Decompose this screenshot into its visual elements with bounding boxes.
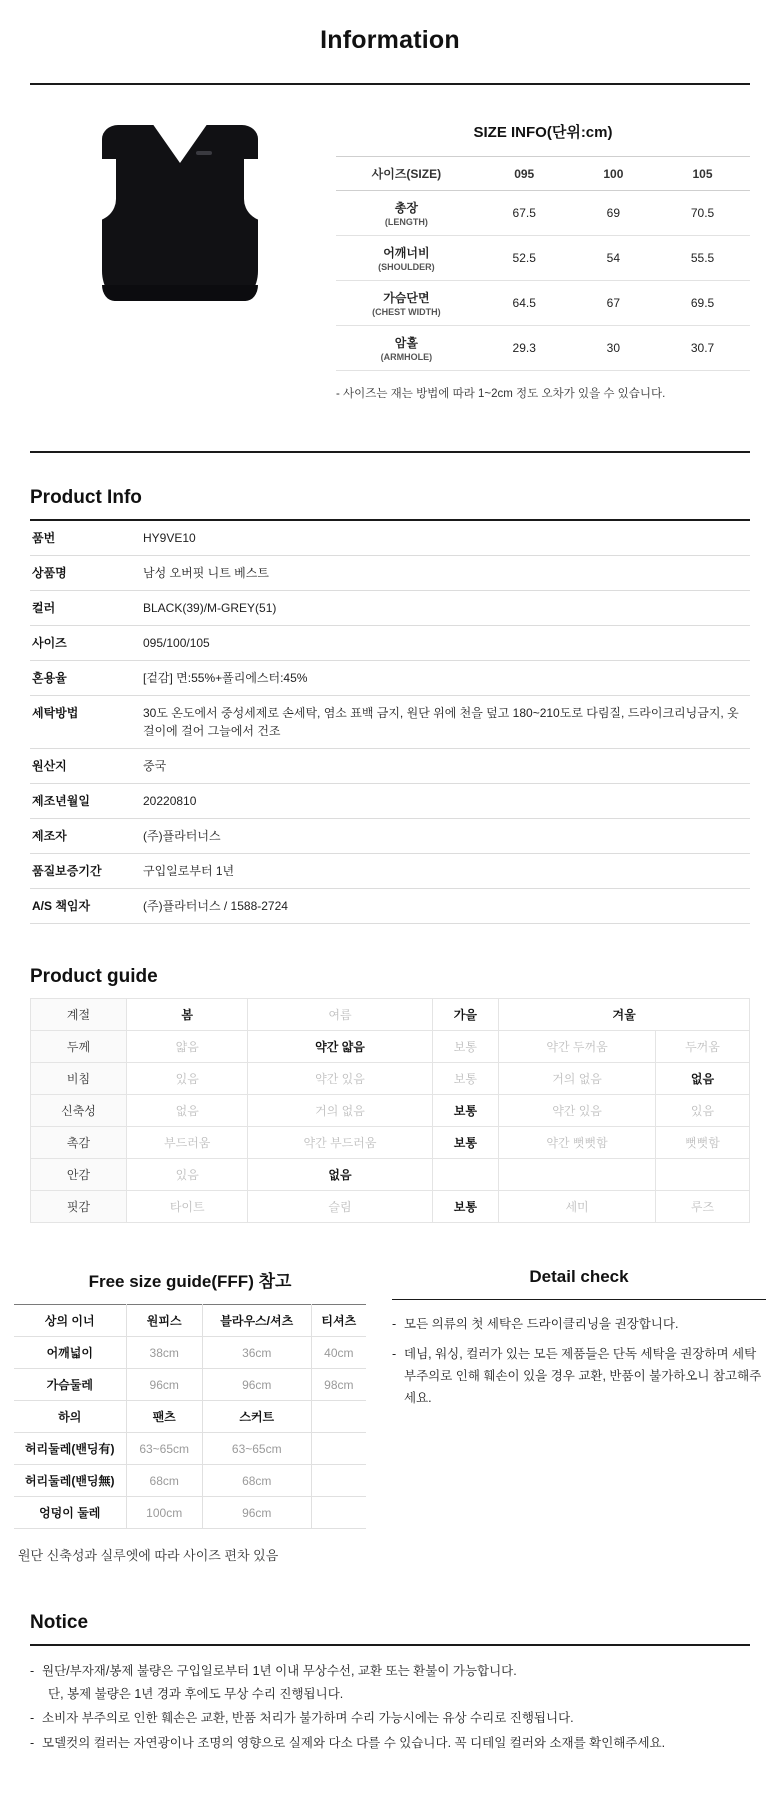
dash-icon: - — [30, 1711, 35, 1725]
guide-option: 약간 부드러움 — [248, 1127, 432, 1159]
guide-option: 얇음 — [127, 1031, 248, 1063]
table-row — [30, 661, 750, 696]
table-row — [31, 1191, 750, 1223]
guide-option: 거의 없음 — [248, 1095, 432, 1127]
fsize-cell: 36cm — [202, 1337, 311, 1369]
guide-option: 약간 두꺼움 — [499, 1031, 656, 1063]
size-cell: 54 — [572, 236, 655, 281]
free-size-guide-title: Free size guide(FFF) 참고 — [88, 1272, 292, 1291]
guide-option: 뻣뻣함 — [655, 1127, 749, 1159]
guide-option: 두꺼움 — [655, 1031, 749, 1063]
notice-title: Notice — [30, 1612, 89, 1633]
table-row — [14, 1465, 366, 1497]
table-row — [336, 281, 750, 326]
fsize-cell: 96cm — [202, 1369, 311, 1401]
detail-check-list — [392, 1314, 766, 1410]
fsize-cell: 96cm — [202, 1497, 311, 1529]
free-size-guide-table — [14, 1304, 366, 1529]
size-row-label-text: 총장 — [394, 201, 418, 215]
fsize-cell: 68cm — [126, 1465, 202, 1497]
detail-item-text: 데님, 워싱, 컬러가 있는 모든 제품들은 단독 세탁을 권장하며 세탁 부주의로 인해 훼손이 있을 경우 교환, 반품이 불가하오니 참고해주세요. — [404, 1346, 762, 1405]
free-size-guide-section — [14, 1267, 366, 1564]
pinfo-label: 사이즈 — [30, 626, 135, 661]
pinfo-label: A/S 책임자 — [30, 889, 135, 924]
table-row — [30, 556, 750, 591]
size-note: - 사이즈는 재는 방법에 따라 1~2cm 정도 오차가 있을 수 있습니다. — [336, 388, 666, 400]
table-row — [30, 696, 750, 749]
guide-option: 없음 — [655, 1063, 749, 1095]
notice-divider — [30, 1644, 750, 1646]
fsize-cell: 98cm — [311, 1369, 366, 1401]
guide-option: 있음 — [655, 1095, 749, 1127]
fsize-empty — [311, 1465, 366, 1497]
size-col-1: 095 — [477, 157, 572, 191]
size-cell: 55.5 — [655, 236, 750, 281]
table-row — [30, 784, 750, 819]
size-row-label — [336, 326, 477, 371]
size-cell: 29.3 — [477, 326, 572, 371]
size-cell: 69.5 — [655, 281, 750, 326]
fsize-cell: 63~65cm — [202, 1433, 311, 1465]
size-row-label-sub: (LENGTH) — [384, 217, 428, 227]
guide-spacer — [499, 1159, 656, 1191]
guide-option: 타이트 — [127, 1191, 248, 1223]
size-cell: 30.7 — [655, 326, 750, 371]
table-row — [336, 236, 750, 281]
guide-option: 봄 — [127, 999, 248, 1031]
table-row — [31, 1095, 750, 1127]
guide-option: 있음 — [127, 1063, 248, 1095]
guide-label: 안감 — [31, 1159, 127, 1191]
size-section-divider — [30, 451, 750, 453]
pinfo-label: 상품명 — [30, 556, 135, 591]
notice-section — [0, 1612, 780, 1796]
dash-icon: - — [392, 1317, 397, 1331]
size-row-label-text: 가슴단면 — [383, 291, 430, 305]
page-title: Information — [320, 26, 460, 54]
fsize-cell: 68cm — [202, 1465, 311, 1497]
notice-item-text: 원단/부자재/봉제 불량은 구입일로부터 1년 이내 무상수선, 교환 또는 환불이 가능합니다. — [42, 1664, 517, 1678]
guide-option: 보통 — [432, 1031, 499, 1063]
size-row-label-sub: (ARMHOLE) — [380, 352, 433, 362]
table-row — [14, 1497, 366, 1529]
guide-option: 거의 없음 — [499, 1063, 656, 1095]
table-row — [31, 1063, 750, 1095]
pinfo-value: BLACK(39)/M-GREY(51) — [135, 591, 750, 626]
pinfo-label: 품번 — [30, 520, 135, 556]
pinfo-value: (주)플라터너스 / 1588-2724 — [135, 889, 750, 924]
size-row-label-sub: (SHOULDER) — [378, 262, 435, 272]
size-row-label-text: 어깨너비 — [383, 246, 430, 260]
table-row — [14, 1305, 366, 1337]
fsize-empty — [311, 1433, 366, 1465]
table-row — [31, 1031, 750, 1063]
size-row-label-sub: (CHEST WIDTH) — [372, 307, 441, 317]
size-cell: 52.5 — [477, 236, 572, 281]
fsize-header: 하의 — [14, 1401, 126, 1433]
product-info-title: Product Info — [30, 487, 142, 508]
pinfo-label: 컬러 — [30, 591, 135, 626]
table-row — [30, 889, 750, 924]
pinfo-value: 구입일로부터 1년 — [135, 854, 750, 889]
size-row-label-text: 암홀 — [394, 336, 418, 350]
size-info-table — [336, 156, 750, 371]
fsize-header: 원피스 — [126, 1305, 202, 1337]
size-cell: 69 — [572, 191, 655, 236]
size-col-2: 100 — [572, 157, 655, 191]
guide-option: 세미 — [499, 1191, 656, 1223]
table-row — [30, 854, 750, 889]
detail-item-text: 모든 의류의 첫 세탁은 드라이클리닝을 권장합니다. — [404, 1317, 679, 1331]
notice-item-text: 모델컷의 컬러는 자연광이나 조명의 영향으로 실제와 다소 다를 수 있습니다. 꼭 디테일 컬러와 소재를 확인해주세요. — [42, 1735, 666, 1750]
size-row-label — [336, 191, 477, 236]
fsize-header: 팬츠 — [126, 1401, 202, 1433]
size-cell: 67 — [572, 281, 655, 326]
pinfo-value: 095/100/105 — [135, 626, 750, 661]
table-row — [14, 1369, 366, 1401]
pinfo-value: 30도 온도에서 중성세제로 손세탁, 염소 표백 금지, 원단 위에 천을 덮고 180~210도로 다림질, 드라이크리닝금지, 옷걸이에 걸어 그늘에서 건조 — [135, 696, 750, 749]
pinfo-label: 원산지 — [30, 749, 135, 784]
pinfo-value: HY9VE10 — [135, 520, 750, 556]
size-section — [0, 85, 780, 401]
table-row — [31, 1159, 750, 1191]
size-cell: 30 — [572, 326, 655, 371]
table-row — [14, 1337, 366, 1369]
fsize-row-label: 허리둘레(밴딩有) — [14, 1433, 126, 1465]
pinfo-label: 제조자 — [30, 819, 135, 854]
table-row — [30, 626, 750, 661]
table-row — [31, 1127, 750, 1159]
guide-label: 신축성 — [31, 1095, 127, 1127]
fsize-cell: 63~65cm — [126, 1433, 202, 1465]
dash-icon: - — [30, 1664, 35, 1678]
guide-option: 루즈 — [655, 1191, 749, 1223]
fsize-row-label: 엉덩이 둘레 — [14, 1497, 126, 1529]
guide-option: 부드러움 — [127, 1127, 248, 1159]
list-item — [392, 1344, 766, 1410]
size-col-0: 사이즈(SIZE) — [336, 157, 477, 191]
pinfo-value: [겉감] 면:55%+폴리에스터:45% — [135, 661, 750, 696]
free-size-note: 원단 신축성과 실루엣에 따라 사이즈 편차 있음 — [18, 1548, 279, 1563]
guide-option: 있음 — [127, 1159, 248, 1191]
detail-check-section — [384, 1267, 766, 1564]
guide-option: 여름 — [248, 999, 432, 1031]
fsize-cell: 38cm — [126, 1337, 202, 1369]
notice-item-subtext: 단, 봉제 불량은 1년 경과 후에도 무상 수리 진행됩니다. — [48, 1686, 344, 1701]
detail-check-divider — [392, 1299, 766, 1300]
guide-option: 슬림 — [248, 1191, 432, 1223]
notice-list — [30, 1660, 750, 1754]
size-info-title: SIZE INFO(단위:cm) — [473, 124, 613, 141]
guide-option: 보통 — [432, 1095, 499, 1127]
guide-label: 핏감 — [31, 1191, 127, 1223]
fsize-cell: 100cm — [126, 1497, 202, 1529]
guide-label: 비침 — [31, 1063, 127, 1095]
guide-option: 보통 — [432, 1127, 499, 1159]
guide-option: 보통 — [432, 1191, 499, 1223]
pinfo-label: 제조년월일 — [30, 784, 135, 819]
guide-label: 촉감 — [31, 1127, 127, 1159]
fsize-empty — [311, 1401, 366, 1433]
list-item — [30, 1707, 750, 1730]
table-row — [30, 520, 750, 556]
pinfo-value: 20220810 — [135, 784, 750, 819]
product-info-section — [0, 487, 780, 924]
dash-icon: - — [30, 1735, 35, 1750]
vest-illustration — [80, 117, 280, 317]
list-item — [392, 1314, 766, 1336]
size-table-wrap — [330, 111, 750, 401]
table-row — [30, 749, 750, 784]
pinfo-value: 남성 오버핏 니트 베스트 — [135, 556, 750, 591]
guide-option: 약간 뻣뻣함 — [499, 1127, 656, 1159]
list-item — [30, 1732, 750, 1755]
size-cell: 64.5 — [477, 281, 572, 326]
fsize-header: 상의 이너 — [14, 1305, 126, 1337]
guide-label: 계절 — [31, 999, 127, 1031]
fsize-cell: 96cm — [126, 1369, 202, 1401]
pinfo-value: (주)플라터너스 — [135, 819, 750, 854]
product-guide-section — [0, 966, 780, 1223]
pinfo-label: 품질보증기간 — [30, 854, 135, 889]
size-row-label — [336, 236, 477, 281]
fsize-empty — [311, 1497, 366, 1529]
product-guide-table — [30, 998, 750, 1223]
guide-option: 약간 얇음 — [248, 1031, 432, 1063]
fsize-header: 티셔츠 — [311, 1305, 366, 1337]
pinfo-label: 혼용율 — [30, 661, 135, 696]
size-table-header-row — [336, 157, 750, 191]
guide-spacer — [655, 1159, 749, 1191]
fsize-header: 스커트 — [202, 1401, 311, 1433]
fsize-row-label: 어깨넓이 — [14, 1337, 126, 1369]
table-row — [14, 1401, 366, 1433]
size-cell: 67.5 — [477, 191, 572, 236]
dash-icon: - — [392, 1346, 397, 1361]
guide-option: 없음 — [127, 1095, 248, 1127]
size-cell: 70.5 — [655, 191, 750, 236]
table-row — [336, 326, 750, 371]
pinfo-value: 중국 — [135, 749, 750, 784]
guide-spacer — [432, 1159, 499, 1191]
notice-item-text: 소비자 부주의로 인한 훼손은 교환, 반품 처리가 불가하며 수리 가능시에는 유상 수리로 진행됩니다. — [42, 1711, 574, 1725]
fsize-cell: 40cm — [311, 1337, 366, 1369]
size-row-label — [336, 281, 477, 326]
guide-label: 두께 — [31, 1031, 127, 1063]
guide-option: 가을 — [432, 999, 499, 1031]
list-item — [30, 1660, 750, 1705]
table-row — [31, 999, 750, 1031]
table-row — [30, 591, 750, 626]
guide-option: 약간 있음 — [248, 1063, 432, 1095]
product-photo — [30, 111, 330, 401]
guides-row — [0, 1267, 780, 1564]
fsize-row-label: 허리둘레(밴딩無) — [14, 1465, 126, 1497]
guide-option: 약간 있음 — [499, 1095, 656, 1127]
guide-option: 없음 — [248, 1159, 432, 1191]
fsize-row-label: 가슴둘레 — [14, 1369, 126, 1401]
table-row — [14, 1433, 366, 1465]
product-guide-title: Product guide — [30, 966, 158, 987]
product-info-table — [30, 519, 750, 924]
guide-option: 겨울 — [499, 999, 750, 1031]
size-col-3: 105 — [655, 157, 750, 191]
detail-check-title: Detail check — [529, 1267, 629, 1286]
table-row — [30, 819, 750, 854]
fsize-header: 블라우스/셔츠 — [202, 1305, 311, 1337]
table-row — [336, 191, 750, 236]
guide-option: 보통 — [432, 1063, 499, 1095]
pinfo-label: 세탁방법 — [30, 696, 135, 749]
